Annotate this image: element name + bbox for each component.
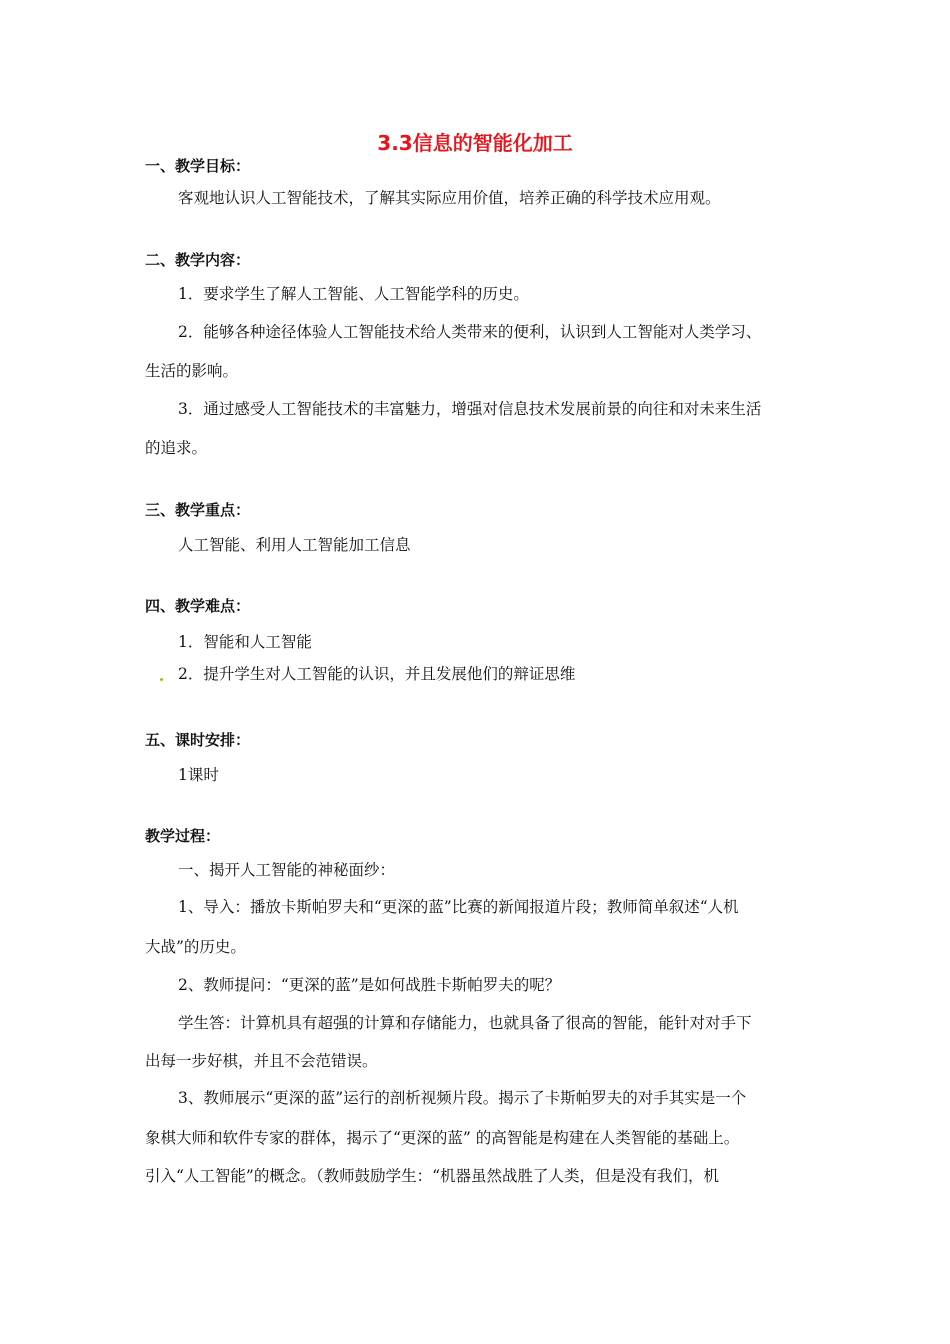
section-heading-difficulties: 四、教学难点：	[145, 597, 251, 615]
content-item-3-line-2: 的追求。	[145, 439, 208, 457]
section-heading-content: 二、教学内容：	[145, 251, 251, 269]
content-item-2-line-2: 生活的影响。	[145, 362, 239, 380]
process-line-7: 3、教师展示“更深的蓝”运行的剖析视频片段。揭示了卡斯帕罗夫的对手其实是一个	[178, 1089, 747, 1107]
content-item-3-line-1: 3．通过感受人工智能技术的丰富魅力，增强对信息技术发展前景的向往和对未来生活	[178, 400, 762, 418]
section-heading-schedule: 五、课时安排：	[145, 731, 251, 749]
process-line-3: 大战”的历史。	[145, 938, 246, 956]
content-item-1: 1．要求学生了解人工智能、人工智能学科的历史。	[178, 285, 529, 303]
objectives-text: 客观地认识人工智能技术，了解其实际应用价值，培养正确的科学技术应用观。	[178, 189, 721, 207]
process-line-4: 2、教师提问：“更深的蓝”是如何战胜卡斯帕罗夫的呢？	[178, 976, 561, 994]
document-title: 3.3信息的智能化加工	[377, 131, 573, 155]
process-line-1: 一、揭开人工智能的神秘面纱：	[178, 861, 396, 879]
section-heading-objectives: 一、教学目标：	[145, 157, 251, 175]
process-line-5: 学生答：计算机具有超强的计算和存储能力，也就具备了很高的智能，能针对对手下	[178, 1014, 752, 1032]
difficulty-item-1: 1．智能和人工智能	[178, 633, 312, 651]
process-line-8: 象棋大师和软件专家的群体，揭示了“更深的蓝” 的高智能是构建在人类智能的基础上。	[145, 1129, 740, 1147]
difficulty-item-2: 2．提升学生对人工智能的认识，并且发展他们的辩证思维	[178, 665, 576, 683]
process-line-9: 引入“人工智能”的概念。（教师鼓励学生：“机器虽然战胜了人类，但是没有我们，机	[145, 1167, 720, 1185]
key-points-text: 人工智能、利用人工智能加工信息	[178, 536, 411, 554]
stray-dot-mark	[160, 678, 163, 681]
process-line-6: 出每一步好棋，并且不会范错误。	[145, 1052, 378, 1070]
content-item-2-line-1: 2．能够各种途径体验人工智能技术给人类带来的便利，认识到人工智能对人类学习、	[178, 323, 762, 341]
section-heading-key-points: 三、教学重点：	[145, 501, 251, 519]
process-line-2: 1、导入：播放卡斯帕罗夫和“更深的蓝”比赛的新闻报道片段；教师简单叙述“人机	[178, 898, 739, 916]
schedule-text: 1课时	[178, 766, 219, 784]
section-heading-process: 教学过程：	[145, 827, 221, 845]
